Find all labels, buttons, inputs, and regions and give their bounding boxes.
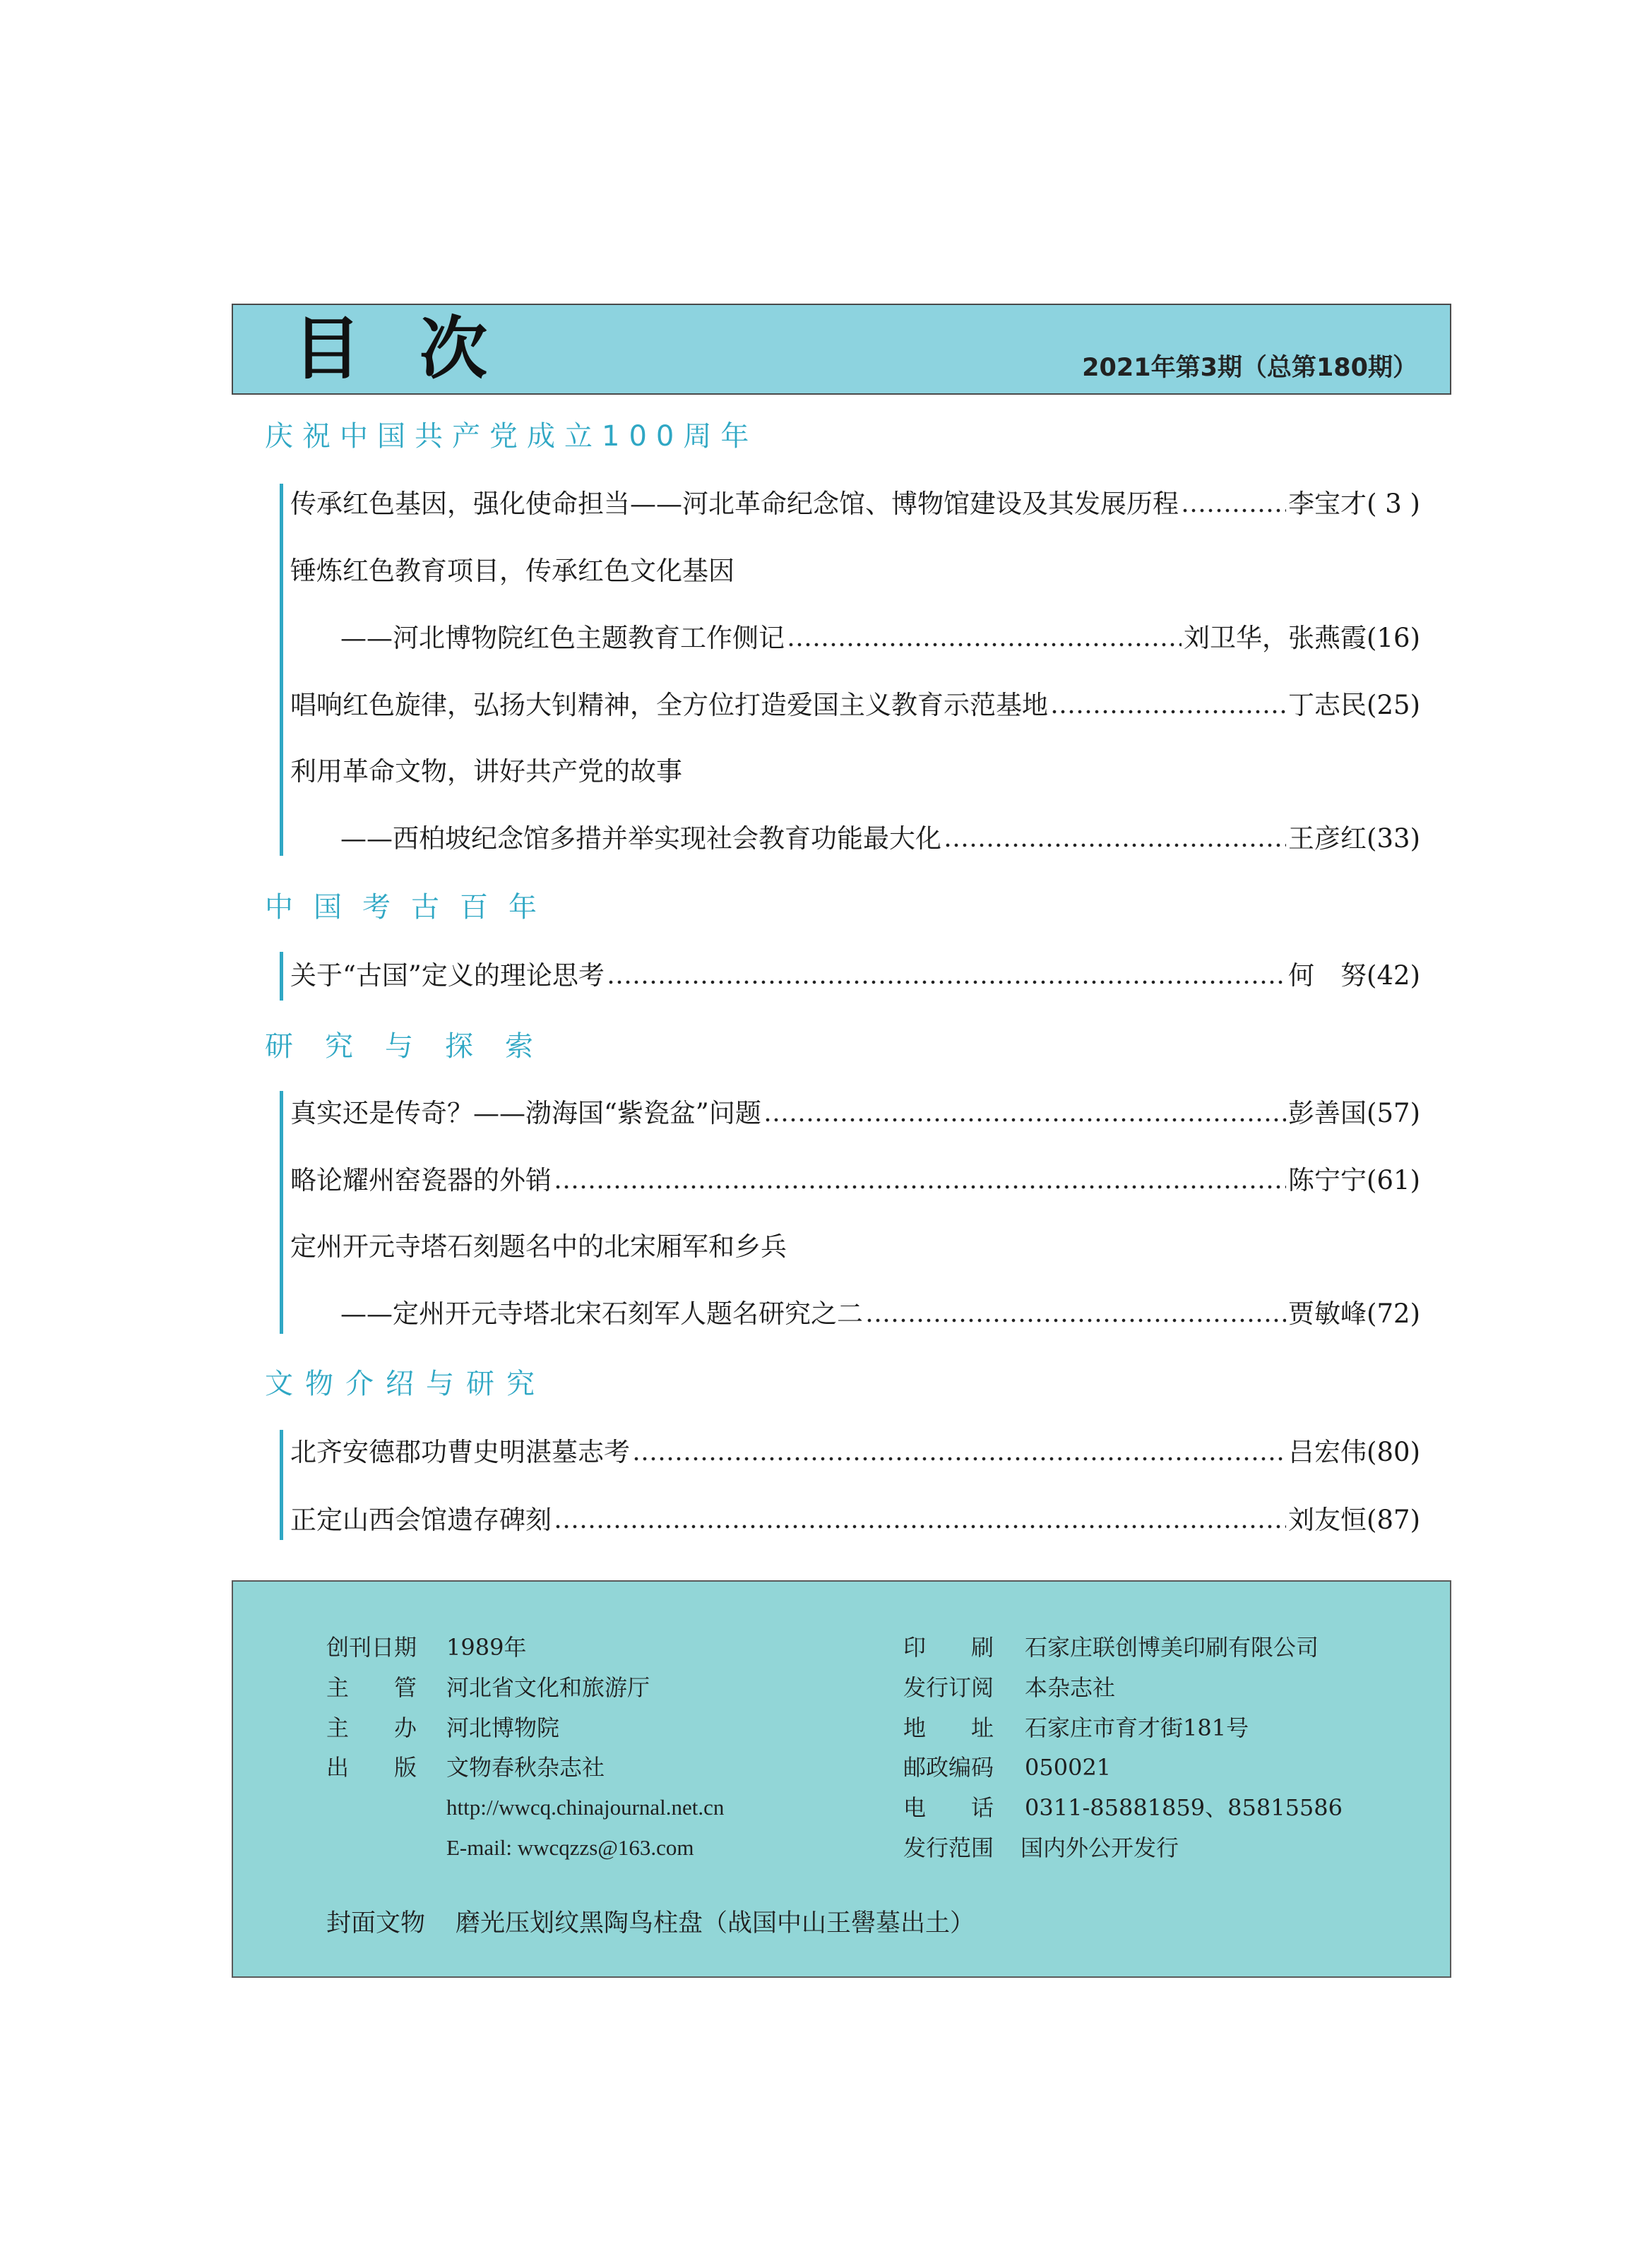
colophon-value: 0311-85881859、85815586 (1025, 1794, 1343, 1821)
colophon-label: 印刷 (903, 1634, 1040, 1661)
dot-leader (763, 1096, 1286, 1131)
issue-info: 2021年第3期（总第180期） (1082, 354, 1417, 382)
toc-entry-title-line (290, 754, 1420, 789)
entry-author: 何 努 (1288, 960, 1367, 991)
entry-page: (25) (1367, 690, 1420, 720)
entry-author: 刘卫华，张燕霞 (1184, 623, 1367, 653)
colophon-label: 主管 (326, 1674, 463, 1701)
entry-title: 真实还是传奇？——渤海国“紫瓷盆”问题 (290, 1098, 761, 1128)
toc-entry-title-line (290, 554, 1420, 589)
colophon-value: 河北省文化和旅游厅 (446, 1674, 650, 1701)
section-heading: 文物介绍与研究 (265, 1368, 547, 1400)
colophon-label: 创刊日期 (326, 1634, 417, 1661)
colophon-label: 电话 (903, 1794, 1040, 1821)
colophon-label: 主办 (326, 1714, 463, 1741)
dot-leader (554, 1503, 1286, 1538)
section-bar (280, 484, 283, 856)
entry-author: 吕宏伟 (1288, 1437, 1367, 1467)
colophon-value: 1989年 (446, 1634, 527, 1661)
entry-page: (87) (1367, 1505, 1420, 1535)
entry-title: 北齐安德郡功曹史明湛墓志考 (290, 1437, 630, 1467)
entry-author: 丁志民 (1288, 690, 1367, 720)
entry-page: (80) (1367, 1437, 1420, 1467)
colophon-label: 地址 (903, 1714, 1040, 1741)
colophon-label: 出版 (326, 1754, 463, 1781)
dot-leader (554, 1163, 1286, 1198)
colophon-value: 本杂志社 (1025, 1674, 1116, 1701)
section-heading: 庆祝中国共产党成立100周年 (265, 420, 758, 453)
entry-subtitle: ——定州开元寺塔北宋石刻军人题名研究之二 (340, 1299, 863, 1329)
toc-entry-subtitle-line (340, 621, 1420, 656)
colophon-box (232, 1580, 1451, 1978)
colophon-value: 050021 (1025, 1754, 1112, 1781)
cover-artifact: 磨光压划纹黑陶鸟柱盘（战国中山王嚳墓出土） (456, 1909, 975, 1938)
colophon-label: 发行范围 (903, 1834, 994, 1861)
dot-leader (865, 1296, 1286, 1332)
section-heading: 中国考古百年 (265, 891, 557, 924)
entry-author: 陈宁宁 (1288, 1165, 1367, 1195)
section-bar (280, 1430, 283, 1540)
entry-page: (42) (1367, 960, 1420, 991)
colophon-value: 国内外公开发行 (1021, 1834, 1179, 1861)
toc-entry-title-line (290, 1229, 1420, 1265)
colophon-label: 邮政编码 (903, 1754, 994, 1781)
toc-title: 目次 (293, 309, 546, 388)
entry-page: ( 3 ) (1367, 489, 1420, 519)
entry-page: (72) (1367, 1299, 1420, 1329)
section-heading: 研究与探索 (265, 1030, 565, 1063)
toc-entry (290, 688, 1420, 723)
toc-entry (290, 1096, 1420, 1131)
entry-subtitle: ——河北博物院红色主题教育工作侧记 (340, 623, 785, 653)
entry-title: 唱响红色旋律，弘扬大钊精神，全方位打造爱国主义教育示范基地 (290, 690, 1048, 720)
dot-leader (944, 821, 1286, 857)
toc-entry (290, 487, 1420, 522)
entry-author: 王彦红 (1288, 823, 1367, 854)
entry-page: (33) (1367, 823, 1420, 854)
entry-title: 定州开元寺塔石刻题名中的北宋厢军和乡兵 (290, 1231, 787, 1262)
toc-entry (290, 1435, 1420, 1470)
website-url: http://wwcq.chinajournal.net.cn (446, 1795, 725, 1820)
entry-title: 正定山西会馆遗存碑刻 (290, 1505, 552, 1535)
dot-leader (1181, 487, 1286, 522)
entry-title: 锤炼红色教育项目，传承红色文化基因 (290, 556, 734, 586)
colophon-value: 文物春秋杂志社 (446, 1754, 605, 1781)
entry-author: 李宝才 (1288, 489, 1367, 519)
entry-title: 传承红色基因，强化使命担当——河北革命纪念馆、博物馆建设及其发展历程 (290, 489, 1179, 519)
colophon-value: 石家庄市育才街181号 (1025, 1714, 1249, 1741)
section-bar (280, 1091, 283, 1334)
entry-author: 刘友恒 (1288, 1505, 1367, 1535)
colophon-label: 发行订阅 (903, 1674, 994, 1701)
colophon-value: 石家庄联创博美印刷有限公司 (1025, 1634, 1319, 1661)
entry-title: 利用革命文物，讲好共产党的故事 (290, 756, 682, 787)
entry-page: (61) (1367, 1165, 1420, 1195)
entry-subtitle: ——西柏坡纪念馆多措并举实现社会教育功能最大化 (340, 823, 941, 854)
entry-title: 关于“古国”定义的理论思考 (290, 960, 605, 991)
cover-label: 封面文物 (326, 1909, 426, 1938)
toc-entry-subtitle-line (340, 821, 1420, 857)
entry-author: 贾敏峰 (1288, 1299, 1367, 1329)
email-address: E-mail: wwcqzzs@163.com (446, 1835, 694, 1860)
dot-leader (607, 958, 1286, 993)
colophon-value: 河北博物院 (446, 1714, 560, 1741)
dot-leader (632, 1435, 1286, 1470)
entry-title: 略论耀州窑瓷器的外销 (290, 1165, 552, 1195)
toc-header (232, 304, 1451, 395)
section-bar (280, 952, 283, 1001)
toc-entry (290, 1163, 1420, 1198)
toc-entry (290, 1503, 1420, 1538)
dot-leader (787, 621, 1182, 656)
dot-leader (1050, 688, 1286, 723)
toc-entry-subtitle-line (340, 1296, 1420, 1332)
toc-entry (290, 958, 1420, 993)
entry-author: 彭善国 (1288, 1098, 1367, 1128)
entry-page: (16) (1367, 623, 1420, 653)
entry-page: (57) (1367, 1098, 1420, 1128)
